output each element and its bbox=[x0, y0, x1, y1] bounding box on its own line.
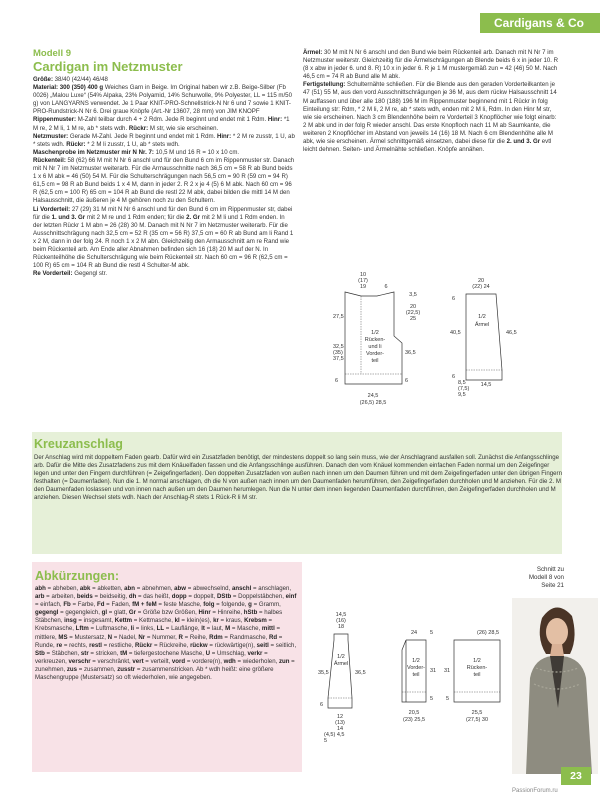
d3-m2: (16) bbox=[336, 618, 346, 624]
d2-right-1: 46,5 bbox=[506, 330, 517, 336]
model-label: Modell 9 bbox=[33, 48, 72, 59]
left-text-run: M str, wie sie erscheinen. bbox=[149, 124, 219, 132]
abbreviation-term: fM + feM bbox=[132, 601, 157, 609]
abbreviation-term: wdh bbox=[223, 657, 236, 665]
instructions-right-body bbox=[303, 49, 561, 154]
abbreviation-meaning: abheben bbox=[52, 585, 77, 592]
left-text-run: 10,5 M und 16 R = 10 x 10 cm. bbox=[155, 148, 240, 156]
d1-top-6: 20 bbox=[409, 304, 417, 310]
d3-m9: 12 bbox=[336, 714, 344, 720]
d1-label-3: und li bbox=[368, 344, 382, 350]
d3-m1: 14,5 bbox=[335, 612, 347, 618]
left-text-run: * 2 M re zusstr, 1 U, ab * stets wdh. bbox=[33, 132, 295, 148]
left-paragraph bbox=[33, 149, 295, 157]
abbreviation-term: N bbox=[107, 633, 113, 641]
left-paragraph bbox=[33, 157, 295, 206]
d1-top-3: 19 bbox=[359, 284, 367, 290]
d4-m4: Vorder- bbox=[406, 665, 426, 671]
left-text-run: Gerade M-Zahl. Jede R beginnt und endet mit 1 Rdm. bbox=[69, 132, 217, 140]
abbreviation-meaning: glatt bbox=[113, 609, 126, 617]
abbreviation-meaning: zusammenstricken bbox=[142, 665, 193, 673]
schnitt-caption bbox=[504, 566, 564, 590]
abbreviation-meaning: rechts bbox=[69, 641, 86, 649]
abbreviation-term: gegengl bbox=[35, 609, 59, 617]
pattern-diagram-m8-back bbox=[444, 626, 514, 734]
abbreviation-term: kr bbox=[213, 617, 219, 625]
d2-bottom-2: (7,5) bbox=[458, 386, 470, 392]
abbreviations-list: abh = abheben, abk = abketten, abn = abnehmen, abw = abwechselnd, anschl = anschlagen, arb = arbeiten, beids = beidseitig, dh = das heißt, dopp = doppelt, DStb = Doppelstäbchen, einf = einfach, Fb = Farbe, Fd = Faden, fM + feM = feste Masche, folg = folgende, g = Gramm, gegengl = gegengleich, gl = glatt, Gr = Größe bzw Größen, Hinr = Hinreihe, hStb = halbes Stäbchen, insg = insgesamt, Kettm = Kettmasche, kl = klein(es), kr = kraus, Krebsm = Krebsmasche, Lftm = Luftmasche, li = links, LL = Lauflänge, lt = laut, M = Masche, mittl = mittlere, MS = Mustersatz, N = Nadel, Nr = Nummer, R = Reihe, Rdm = Randmasche, Rd = Runde, re = rechts, restl = restliche, Rückr = Rückreihe, rückw = rückwärtige(n), seitl = seitlich, Stb = Stäbchen, str = stricken, tM = tiefergestochene Masche, U = Umschlag, verkr = verkreuzen, verschr = verschränkt, vert = verteilt, vord = vordere(n), wdh = wiederholen, zun = zunehmen, zus = zusammen, zusstr = zusammenstricken. Ab * wdh heißt: eine größere Maschengruppe (Mustersatz) so oft wiederholen, wie angegeben. bbox=[35, 585, 297, 682]
abbreviation-term: abn bbox=[124, 585, 136, 592]
left-paragraph bbox=[33, 84, 295, 116]
abbreviation-meaning: Hinreihe bbox=[217, 609, 241, 617]
right-paragraph bbox=[303, 81, 561, 154]
d1-top-1: 10 bbox=[359, 272, 367, 278]
d4-m5: teil bbox=[412, 672, 420, 678]
d4-m6: 31 bbox=[430, 668, 437, 674]
abbreviation-meaning: restliche bbox=[108, 641, 132, 649]
left-text-run: mit 2 M re und 1 Rdm enden; für die bbox=[86, 213, 187, 221]
abbreviation-term: lt bbox=[201, 625, 205, 633]
abbreviation-meaning: vordere(n) bbox=[192, 657, 221, 665]
left-paragraph bbox=[33, 270, 295, 278]
abbreviation-term: DStb bbox=[216, 593, 232, 601]
left-text-run: * 2 M li zusstr, 1 U, ab * stets wdh. bbox=[87, 140, 180, 148]
left-bold-run: Rückr: bbox=[128, 124, 150, 132]
d1-top-4: 6 bbox=[384, 284, 388, 290]
d5-m5: 31 bbox=[444, 668, 451, 674]
abbreviation-term: U bbox=[205, 649, 211, 657]
d4-m1: 24 bbox=[410, 630, 418, 636]
caption-line-3: Seite 21 bbox=[541, 582, 564, 589]
pattern-diagram-sleeve bbox=[448, 272, 528, 402]
abbreviation-term: MS bbox=[58, 633, 68, 641]
left-paragraph bbox=[33, 76, 295, 84]
abbreviation-term: Rückr bbox=[135, 641, 153, 649]
left-text-run: Gegengl str. bbox=[74, 270, 108, 278]
pattern-diagram-m8-sleeve bbox=[318, 612, 370, 754]
abbreviation-term: g bbox=[248, 601, 252, 609]
abbreviation-term: Fd bbox=[97, 601, 105, 609]
d4-m2: 5 bbox=[430, 630, 434, 636]
page-number: 23 bbox=[561, 767, 591, 785]
left-bold-run: Rückr: bbox=[66, 140, 88, 148]
abbreviation-term: tM bbox=[120, 649, 128, 657]
abbreviation-term: mittl bbox=[261, 625, 275, 633]
abbreviation-meaning: Größe bzw Größen bbox=[142, 609, 196, 617]
d1-left-3: (35) bbox=[333, 350, 343, 356]
abbreviation-meaning: beidseitig bbox=[99, 593, 126, 601]
left-bold-run: Größe: bbox=[33, 76, 55, 83]
d1-label-5: teil bbox=[371, 358, 379, 364]
abbreviation-meaning: zusammen bbox=[83, 665, 114, 673]
right-text-run: 30 M mit N Nr 6 anschl und den Bund wie beim Rückenteil arb. Danach mit N Nr 7 im Netzmuster weiterstr. Gleichzeitig für die Ärmelschrägungen ab Blende beids 6 x in jeder 10. R (8 x abw in jeder 6. und 8. R) 10 x in jeder 6. R je 1 M mustergemäß zun = 42 (46) 50 M. Nach 46,5 cm = 74 R ab Bund alle M abk. bbox=[303, 49, 559, 81]
abbreviation-term: gl bbox=[101, 609, 108, 617]
d1-bottom-1: 24,5 bbox=[367, 393, 379, 399]
d2-top-1: 20 bbox=[477, 278, 485, 284]
abbreviation-meaning: Stäbchen bbox=[51, 649, 78, 657]
caption-line-1: Schnitt zu bbox=[536, 566, 564, 573]
pattern-diagram-body bbox=[333, 270, 433, 414]
abbreviation-meaning: Runde bbox=[35, 641, 53, 649]
left-bold-run: Netzmuster: bbox=[33, 132, 70, 140]
abbreviation-term: vert bbox=[132, 657, 144, 665]
right-bold-run: 2. und 3. Gr bbox=[506, 138, 542, 146]
d5-m4: teil bbox=[473, 672, 481, 678]
abbreviation-term: zus bbox=[66, 665, 78, 673]
instructions-left-body bbox=[33, 76, 295, 278]
abbreviation-term: beids bbox=[76, 593, 93, 601]
abbreviation-term: verkr bbox=[247, 649, 263, 657]
abbreviation-meaning: Farbe bbox=[77, 601, 94, 609]
d1-top-8: 25 bbox=[409, 316, 417, 322]
abbreviation-meaning: Faden bbox=[111, 601, 129, 609]
abbreviation-meaning: seitlich bbox=[275, 641, 295, 649]
abbreviation-meaning: laut bbox=[211, 625, 222, 633]
abbreviation-meaning: feste Masche bbox=[163, 601, 200, 609]
abbreviation-term: dh bbox=[128, 593, 137, 601]
d5-m7: 25,5 bbox=[471, 710, 483, 716]
d3-m8: 6 bbox=[320, 702, 324, 708]
abbreviation-meaning: Nummer bbox=[152, 633, 176, 641]
d3-m3: 18 bbox=[337, 624, 345, 630]
abbreviation-term: Rdm bbox=[209, 633, 223, 641]
abbreviation-meaning: anschlagen bbox=[258, 585, 290, 592]
left-bold-run: Rückenteil: bbox=[33, 156, 68, 164]
left-paragraph bbox=[33, 206, 295, 271]
left-bold-run: 1. und 3. Gr bbox=[51, 213, 87, 221]
abbreviation-meaning: abketten bbox=[97, 585, 121, 592]
abbreviation-meaning: Umschlag bbox=[216, 649, 245, 657]
left-bold-run: Rippenmuster: bbox=[33, 116, 78, 124]
abbreviation-footnote: Ab * wdh heißt: eine größere Maschengruppe (Mustersatz) so oft wiederholen, wie angegeben. bbox=[35, 665, 274, 682]
abbreviation-meaning: Krebsmasche bbox=[35, 625, 73, 633]
watermark: PassionForum.ru bbox=[512, 788, 558, 794]
d5-m1: (26) 28,5 bbox=[476, 630, 500, 636]
abbreviation-term: vord bbox=[171, 657, 186, 665]
abbreviation-term: Gr bbox=[128, 609, 137, 617]
abbreviation-meaning: tiefergestochene Masche bbox=[134, 649, 203, 657]
d3-m6: 35,5 bbox=[318, 670, 329, 676]
abbreviation-term: hStb bbox=[243, 609, 258, 617]
d3-m11: 14 bbox=[336, 726, 344, 732]
abbreviation-term: zusstr bbox=[117, 665, 136, 673]
abbreviation-term: M bbox=[225, 625, 231, 633]
abbreviation-term: Hinr bbox=[198, 609, 211, 617]
abbreviation-term: insg bbox=[64, 617, 77, 625]
abbreviation-meaning: verteilt bbox=[150, 657, 169, 665]
abbreviation-term: R bbox=[178, 633, 183, 641]
left-text-run: mit 2 M li und 1 Rdm enden. In der letzten Rückr 1 M abn = 26 (28) 30 M. Danach mit N Nr 7 im Netzmuster weiterarb. Für die Ausschnittschrägung nach 32,5 cm = 52 R (35 cm = 56 R) 37,5 cm = 60 R ab Bund am li Rand 1 x 2 M, dann in der folg 24. R noch 1 x 2 M abn. Gleichzeitig den Armausschnitt am re Rand wie beim Rückenteil arb. Am Ende aller Abnahmen befinden sich 16 (18) 20 M auf der N. In Rückenteilhöhe die Schulterschrägung wie beim Rückenteil str. Nach 60 cm = 96 R (62,5 cm = 100 R) 65 cm = 104 R ab Bund die restl 4 Schulter-M abk. bbox=[33, 213, 294, 270]
d1-right-2: 6 bbox=[405, 378, 409, 384]
abbreviation-meaning: kraus bbox=[225, 617, 241, 625]
left-bold-run: Maschenprobe im Netzmuster mir N Nr. 7: bbox=[33, 148, 156, 156]
abbreviation-term: dopp bbox=[171, 593, 187, 601]
left-text-run: *1 M re, 2 M li, 1 M re, ab * stets wdh. bbox=[33, 116, 290, 132]
abbreviation-meaning: Gramm bbox=[258, 601, 280, 609]
abbreviation-term: arb bbox=[35, 593, 45, 601]
abbreviation-term: seitl bbox=[256, 641, 269, 649]
abbreviation-meaning: stricken bbox=[95, 649, 117, 657]
left-bold-run: 2. Gr bbox=[186, 213, 202, 221]
abbreviation-meaning: klein(es) bbox=[186, 617, 210, 625]
section-header: Cardigans & Co bbox=[480, 13, 600, 33]
d2-label-2: Ärmel bbox=[474, 322, 490, 328]
d1-top-7: (22,5) bbox=[405, 310, 421, 316]
abbreviation-meaning: insgesamt bbox=[83, 617, 112, 625]
kreuzanschlag-box bbox=[32, 432, 562, 554]
d2-left-3: 6 bbox=[452, 374, 456, 380]
d1-left-5: 6 bbox=[335, 378, 339, 384]
abbreviation-meaning: wiederholen bbox=[242, 657, 276, 665]
abbreviation-term: Krebsm bbox=[244, 617, 267, 625]
abbreviation-meaning: verschränkt bbox=[97, 657, 130, 665]
abbreviations-box bbox=[32, 562, 302, 772]
d2-label-1: 1/2 bbox=[478, 314, 486, 320]
abbreviation-term: anschl bbox=[231, 585, 252, 592]
d5-m2: 1/2 bbox=[473, 658, 481, 664]
abbreviation-meaning: arbeiten bbox=[51, 593, 74, 601]
model-photo bbox=[512, 598, 598, 774]
right-paragraph bbox=[303, 49, 561, 81]
d1-left-2: 32,5 bbox=[333, 344, 344, 350]
abbreviation-meaning: links bbox=[141, 625, 154, 633]
d3-m13: 5 bbox=[324, 738, 328, 744]
abbreviation-term: Lftm bbox=[75, 625, 89, 633]
d1-left-4: 37,5 bbox=[333, 356, 344, 362]
left-text-run: M-Zahl teilbar durch 4 + 2 Rdm. Jede R beginnt und endet mit 1 Rdm. bbox=[77, 116, 268, 124]
right-text-run: Schulternähte schließen. Für die Blende aus den geraden Vorderteilkanten je 47 (51) 55 M, aus den vord Ausschnittschrägungen je 36 M, aus dem rückw Halsausschnitt 14 M auffassen und über alle 180 (188) 196 M im Rippenmuster beginnend mit 1 Rückr in folg Einteilung str: Rdm, * 2 M li, 2 M re, ab * stets wdh, enden mit 2 M li, Rdm. In den Hinr M str, wie sie erscheinen. Nach 3 cm Blendenhöhe beim re Vorderteil 3 Knopflöcher wie folgt einarb: 2 M abk und in der folg R wieder anschl. Das erste Knopfloch nach 11 M ab Saumkante, die weiteren 2 Knopflöcher im Abstand von jeweils 14 (16) 18 M. Nach 6 cm Blendenhöhe alle M abk, wie sie erscheinen. Ärmel schnittgemäß einsetzen, dabei diese für die bbox=[303, 81, 557, 146]
abbreviation-meaning: halbes Stäbchen bbox=[35, 609, 283, 625]
d5-m8: (27,5) 30 bbox=[465, 717, 489, 723]
d2-bottom-4: 14,5 bbox=[480, 382, 492, 388]
d2-bottom-1: 8,5 bbox=[458, 380, 466, 386]
d3-m10: (13) bbox=[335, 720, 345, 726]
d1-left-1: 27,5 bbox=[333, 314, 344, 320]
d1-label-2: Rücken- bbox=[364, 337, 386, 343]
abbreviations-title: Abkürzungen: bbox=[35, 569, 120, 583]
abbreviation-term: Fb bbox=[63, 601, 71, 609]
d1-label-1: 1/2 bbox=[371, 330, 379, 336]
abbreviation-term: kl bbox=[174, 617, 180, 625]
kreuzanschlag-title: Kreuzanschlag bbox=[34, 437, 123, 451]
left-paragraph bbox=[33, 116, 295, 132]
abbreviation-meaning: das heißt bbox=[143, 593, 169, 601]
kreuzanschlag-text: Der Anschlag wird mit doppeltem Faden gearb. Dafür wird ein Zusatzfaden benötigt, der mindestens doppelt so lang sein muss, wie der Anschlagrand ausfallen soll. Zunächst die Anfangsschlinge arb. Dafür die Mitte des Zusatzfadens zus mit dem Knäuelfaden fassen und die Anfangsschlinge ausführen. Danach den vom Knäuel kommenden einfachen Faden normal um den Zeigefinger legen und unter den Fingern durchführen (= Zeigefingerfaden). Den doppelten Zusatzfaden von außen nach innen um den Daumen führen und mit dem Zeigefingerfaden unter den übrigen Fingern festhalten (= Daumenfaden). Nun die 1. M normal anschlagen, dh die N von außen nach innen um den Daumenfaden herumführen, den Zeigefingerfaden durchholen und M anziehen. Für die 2. M den Daumenfaden loslassen und von innen nach außen um den Daumen herumlegen. Nun die N unter dem innen liegenden Daumenfaden durchführen, den Zeigefingerfaden durchholen und M anziehen. Diesen Wechsel stets wdh. Nach der Anschlag-R stets 1 Rück-R li M str. bbox=[34, 454, 562, 502]
abbreviation-meaning: gegengleich bbox=[65, 609, 99, 617]
left-bold-run: Hinr: bbox=[216, 132, 233, 140]
abbreviation-term: Nr bbox=[138, 633, 146, 641]
abbreviation-meaning: abwechselnd bbox=[192, 585, 229, 592]
abbreviation-term: Rd bbox=[268, 633, 278, 641]
abbreviation-meaning: Kettmasche bbox=[139, 617, 172, 625]
d3-m12: (4,5) 4,5 bbox=[324, 732, 345, 738]
abbreviation-term: rückw bbox=[190, 641, 208, 649]
abbreviation-term: Stb bbox=[35, 649, 45, 657]
right-bold-run: Ärmel: bbox=[303, 49, 324, 56]
abbreviation-meaning: Mustersatz bbox=[74, 633, 105, 641]
abbreviation-meaning: abnehmen bbox=[141, 585, 171, 592]
abbreviation-meaning: mittlere bbox=[35, 633, 55, 641]
d1-label-4: Vorder- bbox=[365, 351, 385, 357]
d5-m3: Rücken- bbox=[466, 665, 488, 671]
left-text-run: 38/40 (42/44) 46/48 bbox=[54, 76, 108, 83]
left-paragraph bbox=[33, 133, 295, 149]
d2-left-1: 6 bbox=[452, 296, 456, 302]
d1-top-5: 3,5 bbox=[409, 292, 417, 298]
abbreviation-term: abk bbox=[79, 585, 91, 592]
d1-bottom-2: (26,5) 28,5 bbox=[359, 400, 387, 406]
model-title: Cardigan im Netzmuster bbox=[33, 59, 183, 74]
left-text-run: 27 (29) 31 M mit N Nr 6 anschl und für den Bund 6 cm im Rippenmuster str, dabei für die bbox=[33, 205, 293, 221]
left-bold-run: Re Vorderteil: bbox=[33, 270, 75, 278]
right-bold-run: Fertigstellung: bbox=[303, 81, 348, 89]
abbreviation-meaning: rückwärtige(n) bbox=[214, 641, 254, 649]
d4-m3: 1/2 bbox=[412, 658, 420, 664]
abbreviation-term: restl bbox=[89, 641, 102, 649]
d4-m7: 5 bbox=[430, 696, 434, 702]
left-bold-run: Material: 300 (350) 400 g bbox=[33, 84, 105, 92]
abbreviation-term: abh bbox=[35, 585, 46, 592]
d3-m7: 36,5 bbox=[355, 670, 366, 676]
d1-top-2: (17) bbox=[358, 278, 368, 284]
abbreviation-term: str bbox=[80, 649, 89, 657]
d4-m8: 20,5 bbox=[408, 710, 420, 716]
abbreviation-meaning: Masche bbox=[237, 625, 259, 633]
abbreviation-meaning: doppelt bbox=[193, 593, 214, 601]
abbreviation-meaning: Randmasche bbox=[229, 633, 266, 641]
d2-bottom-3: 9,5 bbox=[458, 392, 466, 398]
d1-right-1: 36,5 bbox=[405, 350, 416, 356]
abbreviation-term: Kettm bbox=[114, 617, 133, 625]
abbreviation-meaning: einfach bbox=[40, 601, 60, 609]
left-bold-run: Li Vorderteil: bbox=[33, 205, 72, 213]
d2-left-2: 40,5 bbox=[450, 330, 461, 336]
abbreviation-meaning: Nadel bbox=[119, 633, 135, 641]
left-bold-run: Hinr: bbox=[267, 116, 284, 124]
abbreviation-term: einf bbox=[285, 593, 297, 601]
abbreviation-term: LL bbox=[156, 625, 165, 633]
d3-m5: Ärmel bbox=[333, 661, 349, 667]
right-text-run: evtl leicht dehnen. Seiten- und Ärmelnähte schließen. Knöpfe annähen. bbox=[303, 138, 552, 154]
abbreviation-term: re bbox=[56, 641, 63, 649]
abbreviation-meaning: Lauflänge bbox=[171, 625, 198, 633]
d3-m4: 1/2 bbox=[337, 654, 345, 660]
caption-line-2: Modell 8 von bbox=[528, 574, 564, 581]
abbreviation-term: abw bbox=[174, 585, 187, 592]
abbreviation-meaning: Luftmasche bbox=[95, 625, 128, 633]
left-text-run: 58 (62) 66 M mit N Nr 6 anschl und für den Bund 6 cm im Rippenmuster str. Danach mit N Nr 7 im Netzmuster weiterarb. Für die Armausschnitte nach 36,5 cm = 58 R ab Bund beids 1 x 6 M abk = 46 (50) 54 M. Für die Schulterschrägungen nach 56,5 cm = 90 R (59 cm = 94 R) 61,5 cm = 98 R ab Bund beids 1 x 4 M, dann in jeder 2. R 2 x je 4 (5) 6 M abk. Nach 60 cm = 96 R (62,5 cm = 100 R) 65 cm = 104 R ab Bund die restl 22 M abk, dabei bilden die mittl 14 M den Halsausschnitt, die äußeren je 4 M gehören noch zu den Schultern. bbox=[33, 156, 295, 205]
abbreviation-term: zun bbox=[278, 657, 290, 665]
abbreviation-meaning: zunehmen bbox=[35, 665, 64, 673]
d2-top-2: (22) 24 bbox=[472, 284, 490, 290]
d4-m9: (23) 25,5 bbox=[402, 717, 426, 723]
abbreviation-meaning: Rückreihe bbox=[159, 641, 187, 649]
d5-m6: 5 bbox=[446, 696, 450, 702]
left-text-run: Weiches Garn in Beige. Im Original haben wir z.B. Beige-Silber (Fb 0026) „Malou Luxe“ (54% Alpaka, 23% Polyamid, 14% Schurwolle, 9% Polyester, LL = 115 m/50 g) von LANGYARNS verwendet. Je 1 Paar KNIT-PRO-Schnellstrick-N Nr 6 und 7 sowie 1 KNIT-PRO-Rundstrick-N Nr 6. Drei graue Knöpfe (Art.-Nr 13607, 28 mm) von JIM KNOPF bbox=[33, 84, 292, 116]
abbreviation-meaning: Doppelstäbchen bbox=[238, 593, 283, 601]
pattern-diagram-m8-front bbox=[380, 626, 444, 734]
abbreviation-term: li bbox=[130, 625, 135, 633]
abbreviation-meaning: verkreuzen bbox=[35, 657, 66, 665]
instructions-column-right bbox=[303, 49, 561, 154]
abbreviation-term: folg bbox=[203, 601, 215, 609]
abbreviation-meaning: folgende bbox=[221, 601, 245, 609]
abbreviation-meaning: Reihe bbox=[189, 633, 206, 641]
instructions-column-left bbox=[33, 49, 295, 278]
abbreviation-term: verschr bbox=[68, 657, 91, 665]
